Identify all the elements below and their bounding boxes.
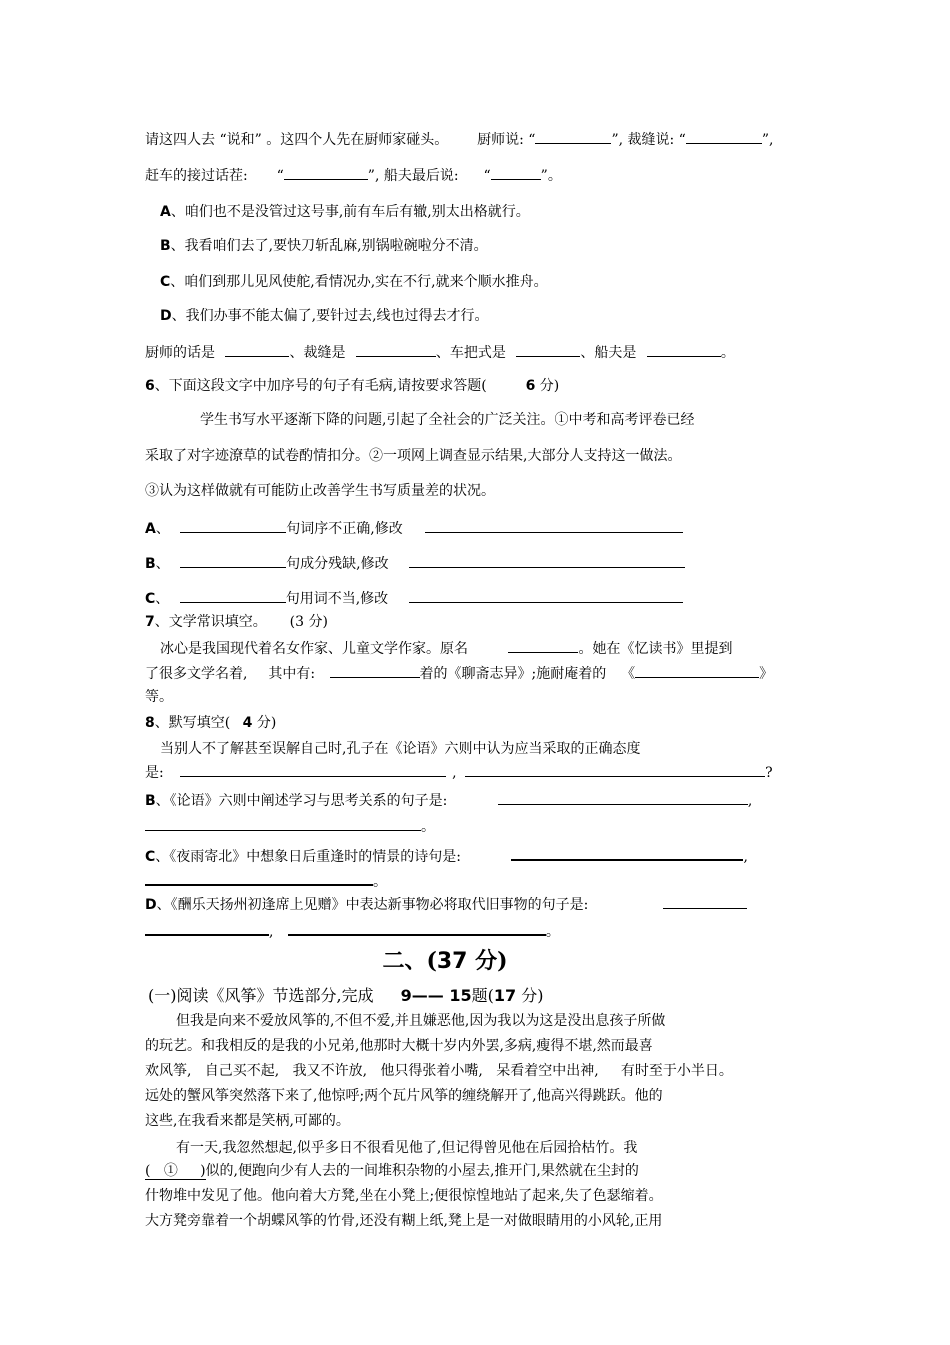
q7-line1a: 冰心是我国现代着名女作家、儿童文学作家。原名 bbox=[160, 641, 468, 657]
section-2-title-a: 二、( bbox=[382, 948, 437, 974]
q8-a-label: 是: bbox=[145, 765, 164, 781]
q8-c-label: C bbox=[145, 849, 156, 865]
reading-p1-line: 但我是向来不爱放风筝的,不但不爱,并且嫌恶他,因为我以为这是没出息孩子所做 bbox=[176, 1013, 666, 1029]
q7-author-blank[interactable] bbox=[330, 663, 420, 678]
reading-p2-line2: 似的,便跑向少有人去的一间堆积杂物的小屋去,推开门,果然就在尘封的 bbox=[205, 1163, 639, 1179]
q6-item-text: 句用词不当,修改 bbox=[285, 591, 389, 607]
q6-number: 6 bbox=[145, 378, 155, 394]
q6-item-label: B bbox=[145, 556, 156, 572]
q5-option-label: A bbox=[160, 204, 171, 220]
q7-book-blank[interactable] bbox=[635, 663, 759, 678]
q8-d-line-2 bbox=[145, 920, 560, 941]
q5-intro-line bbox=[145, 129, 773, 149]
q6-item-label: A bbox=[145, 521, 156, 537]
q7-number: 7 bbox=[145, 614, 155, 630]
q8-period: 。 bbox=[421, 819, 435, 835]
reading-sub-a: (一)阅读《风筝》节选部分,完成 bbox=[148, 986, 374, 1005]
q5-answer-chef-blank[interactable] bbox=[225, 342, 289, 357]
q5-option-text: 、咱们也不是没管过这号事,前有车后有辙,别太出格就行。 bbox=[170, 204, 530, 220]
q8-a-blank-1[interactable] bbox=[180, 762, 446, 777]
q5-chef-blank[interactable] bbox=[535, 129, 611, 144]
reading-p1-line: 的玩艺。和我相反的是我的小兄弟,他那时大概十岁内外罢,多病,瘦得不堪,然而最喜 bbox=[145, 1038, 653, 1054]
q8-period: 。 bbox=[545, 924, 560, 940]
reading-p1-line: 远处的蟹风筝突然落下来了,他惊呼;两个瓦片风筝的缠绕解开了,他高兴得跳跃。他的 bbox=[145, 1088, 663, 1104]
q5-quote-open: “ bbox=[276, 168, 284, 184]
q8-b-blank-1[interactable] bbox=[498, 790, 748, 805]
q6-para-1: 学生书写水平逐渐下降的问题,引起了全社会的广泛关注。①中考和高考评卷已经 bbox=[200, 412, 695, 428]
q6-item-a-blank[interactable] bbox=[180, 518, 286, 533]
q8-question: ? bbox=[765, 765, 773, 781]
q8-comma: , bbox=[747, 793, 753, 809]
q8-b-line bbox=[145, 790, 752, 810]
q8-c-blank-2[interactable] bbox=[145, 870, 373, 886]
q8-b-line-2 bbox=[145, 816, 435, 836]
q5-chef-said: 厨师说: “ bbox=[477, 132, 536, 148]
reading-sub-score: 17 bbox=[493, 986, 517, 1005]
reading-p2-blank[interactable]: ( ① ) bbox=[145, 1163, 206, 1179]
q5-option-b bbox=[160, 237, 488, 255]
q5-answer-boatman: 、船夫是 bbox=[580, 345, 637, 361]
q7-line-2 bbox=[145, 663, 773, 683]
q5-option-c bbox=[160, 273, 548, 291]
q5-driver-said: 赶车的接过话茬: bbox=[145, 168, 248, 184]
reading-sub-b: 题( bbox=[471, 986, 494, 1005]
q6-item-b-blank[interactable] bbox=[180, 553, 286, 568]
q6-score: 6 bbox=[525, 378, 536, 394]
reading-p2-line-2 bbox=[145, 1162, 639, 1180]
reading-p2-line-1: 有一天,我忽然想起,似乎多日不很看见他了,但记得曾见他在后园拾枯竹。我 bbox=[176, 1140, 638, 1156]
q8-title-line bbox=[145, 714, 276, 732]
q8-a-line-1: 当别人不了解甚至误解自己时,孔子在《论语》六则中认为应当采取的正确态度 bbox=[160, 741, 641, 757]
q5-option-text: 、我看咱们去了,要快刀斩乱麻,别锅啦碗啦分不清。 bbox=[170, 238, 488, 254]
q5-tailor-blank[interactable] bbox=[686, 129, 762, 144]
q8-d-blank-2[interactable] bbox=[145, 920, 269, 936]
q6-para-3: ③认为这样做就有可能防止改善学生书写质量差的状况。 bbox=[145, 483, 495, 499]
q7-line-3: 等。 bbox=[145, 689, 173, 705]
q8-d-line bbox=[145, 894, 747, 914]
reading-sub-num: 9—— 15 bbox=[400, 986, 472, 1005]
reading-p2-line: 什物堆中发见了他。他向着大方凳,坐在小凳上;便很惊惶地站了起来,失了色瑟缩着。 bbox=[145, 1188, 663, 1204]
q6-score-unit: 分) bbox=[539, 378, 560, 394]
q5-answer-driver-blank[interactable] bbox=[516, 342, 580, 357]
q6-title-line bbox=[145, 377, 559, 395]
q5-option-label: D bbox=[160, 308, 172, 324]
q7-line1b: 。她在《忆读书》里提到 bbox=[578, 641, 733, 657]
q6-item-label: C bbox=[145, 591, 156, 607]
q6-item-sep: 、 bbox=[155, 556, 170, 572]
q5-answer-boatman-blank[interactable] bbox=[647, 342, 721, 357]
q5-option-a bbox=[160, 203, 530, 221]
q7-line2b: 其中有: bbox=[268, 666, 316, 682]
q7-title: 、文学常识填空。 bbox=[154, 614, 267, 630]
q5-answer-end: 。 bbox=[720, 345, 735, 361]
q6-item-c bbox=[145, 588, 683, 608]
q8-d-blank-3[interactable] bbox=[288, 920, 546, 936]
q8-number: 8 bbox=[145, 715, 155, 731]
q5-boatman-said: ”, 船夫最后说: bbox=[367, 168, 459, 184]
q8-c-blank-1[interactable] bbox=[511, 845, 743, 861]
section-2-title-b: 分) bbox=[467, 948, 508, 974]
q5-driver-line bbox=[145, 165, 562, 185]
reading-subtitle bbox=[148, 986, 544, 1006]
section-2-title-num: 37 bbox=[436, 949, 468, 974]
q8-c-text: 、《夜雨寄北》中想象日后重逢时的情景的诗句是: bbox=[155, 849, 461, 865]
q6-item-c-fix[interactable] bbox=[409, 588, 683, 603]
q7-line2a: 了很多文学名着, bbox=[145, 666, 248, 682]
q8-b-text: 、《论语》六则中阐述学习与思考关系的句子是: bbox=[155, 793, 448, 809]
q5-answer-line bbox=[145, 342, 735, 362]
q8-d-label: D bbox=[145, 897, 157, 913]
q8-d-blank-1[interactable] bbox=[663, 894, 747, 909]
q8-comma: , bbox=[452, 765, 457, 781]
q8-score: 4 bbox=[242, 715, 253, 731]
q8-comma: , bbox=[269, 924, 274, 940]
q7-name-blank[interactable] bbox=[508, 638, 578, 653]
reading-p1-line: 欢风筝, 自己买不起, 我又不许放, 他只得张着小嘴, 呆看着空中出神, 有时至于小半日。 bbox=[145, 1063, 733, 1079]
q5-answer-driver: 、车把式是 bbox=[435, 345, 506, 361]
q5-close: ”, bbox=[761, 132, 774, 148]
q5-option-text: 、咱们到那儿见风使舵,看情况办,实在不行,就来个顺水推舟。 bbox=[170, 274, 548, 290]
q8-b-blank-2[interactable] bbox=[145, 816, 421, 831]
q7-line-1 bbox=[160, 638, 732, 658]
q5-boatman-blank[interactable] bbox=[491, 165, 541, 180]
q6-para-2: 采取了对字迹潦草的试卷酌情扣分。②一项网上调查显示结果,大部分人支持这一做法。 bbox=[145, 448, 682, 464]
q5-driver-blank[interactable] bbox=[284, 165, 368, 180]
q5-option-label: C bbox=[160, 274, 171, 290]
q8-a-line-2 bbox=[145, 762, 773, 782]
q8-c-line-2 bbox=[145, 870, 387, 891]
q8-comma: , bbox=[743, 849, 748, 865]
q8-title: 、默写填空( bbox=[154, 715, 231, 731]
q5-answer-tailor-blank[interactable] bbox=[356, 342, 436, 357]
q7-title-line bbox=[145, 613, 328, 631]
q5-quote-open-2: “ bbox=[483, 168, 491, 184]
q6-item-c-blank[interactable] bbox=[180, 588, 286, 603]
q6-item-a bbox=[145, 518, 683, 538]
q6-item-a-fix[interactable] bbox=[425, 518, 683, 533]
q7-line2d: 《 bbox=[621, 666, 636, 682]
q5-intro-a: 请这四人去 “说和” 。这四个人先在厨师家碰头。 bbox=[145, 132, 449, 148]
q5-quote-final: ”。 bbox=[540, 168, 562, 184]
q6-item-b bbox=[145, 553, 685, 573]
q6-item-sep: 、 bbox=[155, 521, 170, 537]
q7-line2e: 》 bbox=[759, 666, 774, 682]
q6-item-text: 句词序不正确,修改 bbox=[286, 521, 403, 537]
q6-item-text: 句成分残缺,修改 bbox=[286, 556, 389, 572]
q5-tailor-said: ”, 裁缝说: “ bbox=[611, 132, 686, 148]
reading-p2-line: 大方凳旁靠着一个胡蝶风筝的竹骨,还没有糊上纸,凳上是一对做眼睛用的小风轮,正用 bbox=[145, 1213, 663, 1229]
q6-title: 、下面这段文字中加序号的句子有毛病,请按要求答题( bbox=[154, 378, 487, 394]
q5-option-d bbox=[160, 307, 489, 325]
q8-a-blank-2[interactable] bbox=[465, 762, 765, 777]
q8-b-label: B bbox=[145, 793, 156, 809]
q7-score: (3 分) bbox=[289, 614, 328, 630]
q8-c-line bbox=[145, 845, 748, 866]
q5-option-text: 、我们办事不能太偏了,要针过去,线也过得去才行。 bbox=[171, 308, 489, 324]
q7-line2c: 着的《聊斋志异》;施耐庵着的 bbox=[419, 666, 607, 682]
q5-answer-chef: 厨师的话是 bbox=[145, 345, 215, 361]
q6-item-sep: 、 bbox=[155, 591, 170, 607]
q6-item-b-fix[interactable] bbox=[409, 553, 685, 568]
q8-period: 。 bbox=[373, 874, 387, 890]
q5-option-label: B bbox=[160, 238, 171, 254]
q8-score-unit: 分) bbox=[256, 715, 277, 731]
reading-p1-line: 这些,在我看来都是笑柄,可鄙的。 bbox=[145, 1113, 350, 1129]
q8-d-text: 、《酬乐天扬州初逢席上见赠》中表达新事物必将取代旧事物的句子是: bbox=[156, 897, 589, 913]
section-2-title bbox=[0, 944, 890, 975]
reading-sub-c: 分) bbox=[516, 986, 544, 1005]
q5-answer-tailor: 、裁缝是 bbox=[289, 345, 346, 361]
